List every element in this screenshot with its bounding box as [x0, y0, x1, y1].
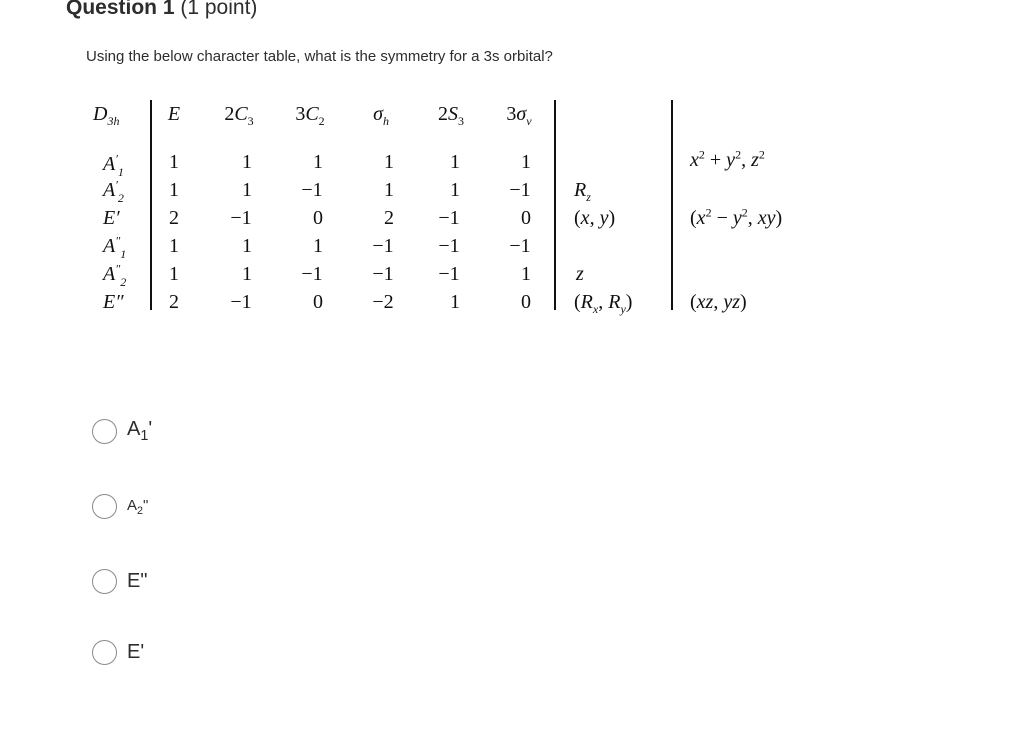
char-value: 0	[521, 291, 531, 313]
character-table	[0, 0, 1024, 340]
char-value: 1	[169, 263, 179, 285]
radio-button[interactable]	[92, 640, 117, 665]
char-value: 2	[169, 291, 179, 313]
char-value: 1	[450, 151, 460, 173]
answer-option-e-double-prime[interactable]	[92, 569, 147, 594]
char-value: 0	[521, 207, 531, 229]
irrep-label: $A''_1$	[103, 233, 127, 261]
char-value: −1	[509, 179, 531, 201]
irrep-label: $A'_1$	[103, 151, 124, 179]
char-value: 1	[313, 151, 323, 173]
char-value: −1	[438, 207, 460, 229]
answer-option-label	[127, 418, 152, 444]
char-value: 1	[521, 263, 531, 285]
point-group-label: $D_{3h}$	[93, 103, 120, 128]
op-header-2S3: $2S_3$	[438, 103, 464, 128]
irrep-label: E′	[103, 207, 120, 229]
answer-option-a1-prime[interactable]	[92, 418, 152, 444]
table-divider-quadratic	[671, 100, 673, 310]
option-base: E	[127, 570, 141, 592]
answer-option-label	[127, 570, 147, 593]
question-prompt: Using the below character table, what is the symmetry for a 3s orbital?	[86, 48, 553, 65]
answer-option-label	[127, 497, 148, 517]
option-suffix: '	[148, 418, 153, 440]
char-value: 1	[169, 151, 179, 173]
linear-function: $R_z$	[574, 179, 591, 204]
char-value: 1	[242, 151, 252, 173]
linear-function: z	[576, 263, 584, 285]
linear-function: ($R_x$, $R_y$)	[574, 291, 633, 316]
answer-option-a2-double-prime[interactable]	[92, 494, 148, 519]
option-subscript: 1	[140, 428, 149, 444]
radio-button[interactable]	[92, 494, 117, 519]
radio-button[interactable]	[92, 569, 117, 594]
radio-button[interactable]	[92, 419, 117, 444]
char-value: 0	[313, 207, 323, 229]
char-value: 1	[242, 235, 252, 257]
char-value: −1	[230, 291, 252, 313]
char-value: 1	[242, 263, 252, 285]
char-value: −2	[372, 291, 394, 313]
table-divider-irrep	[150, 100, 152, 310]
answer-option-e-prime[interactable]	[92, 640, 144, 665]
irrep-label: $A'_2$	[103, 177, 124, 205]
char-value: 1	[313, 235, 323, 257]
char-value: −1	[301, 179, 323, 201]
option-suffix: "	[140, 570, 148, 592]
option-base: A	[127, 496, 138, 514]
op-header-3C2: $3C_2$	[295, 103, 325, 128]
irrep-label: $A''_2$	[103, 261, 127, 289]
answer-option-label	[127, 641, 144, 664]
option-suffix: '	[140, 641, 145, 663]
option-base: E	[127, 641, 141, 663]
char-value: 1	[169, 235, 179, 257]
char-value: 1	[242, 179, 252, 201]
quadratic-function: $x^2 + y^2$, $z^2$	[690, 147, 765, 171]
char-value: 2	[384, 207, 394, 229]
op-header-3sigma-v: $3\sigma_v$	[506, 103, 532, 128]
char-value: 1	[384, 151, 394, 173]
char-value: −1	[301, 263, 323, 285]
char-value: 1	[450, 291, 460, 313]
op-header-E: E	[167, 103, 181, 125]
op-header-sigma-h: $\sigma_h$	[373, 103, 389, 128]
irrep-label: E″	[103, 291, 124, 313]
op-header-2C3: $2C_3$	[224, 103, 254, 128]
char-value: 2	[169, 207, 179, 229]
char-value: −1	[438, 235, 460, 257]
option-subscript: 2	[137, 504, 144, 517]
char-value: −1	[372, 263, 394, 285]
question-number: Question 1	[66, 0, 175, 19]
linear-function: (x, y)	[574, 207, 616, 229]
char-value: −1	[230, 207, 252, 229]
quadratic-function: ($x^2 - y^2$, xy)	[690, 205, 783, 229]
table-divider-linear	[554, 100, 556, 310]
char-value: 1	[521, 151, 531, 173]
char-value: 0	[313, 291, 323, 313]
char-value: −1	[509, 235, 531, 257]
char-value: −1	[438, 263, 460, 285]
question-points: (1 point)	[180, 0, 258, 19]
char-value: 1	[169, 179, 179, 201]
char-value: −1	[372, 235, 394, 257]
quadratic-function: (xz, yz)	[690, 291, 747, 313]
char-value: 1	[450, 179, 460, 201]
option-base: A	[127, 418, 141, 440]
option-suffix: "	[143, 496, 149, 514]
char-value: 1	[384, 179, 394, 201]
